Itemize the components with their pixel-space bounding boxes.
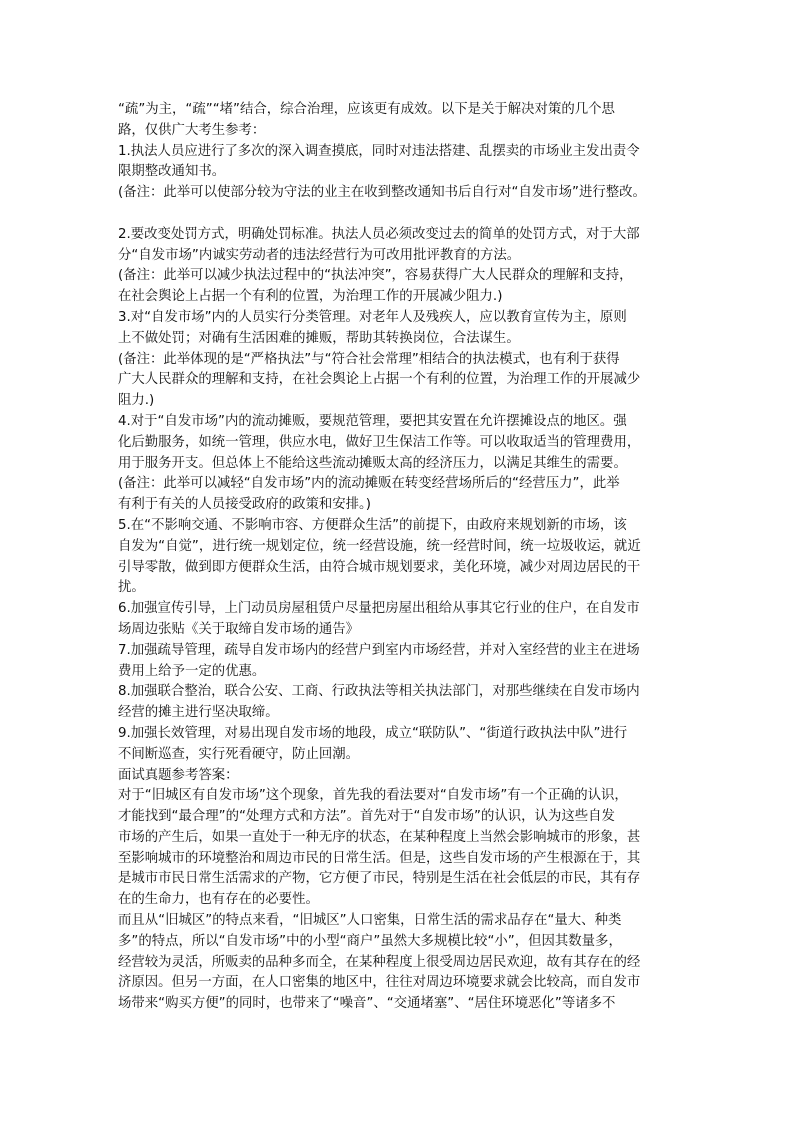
blank-line [118, 204, 688, 225]
text-line: 自发为“自觉”，进行统一规划定位，统一经营设施，统一经营时间，统一垃圾收运，就近 [118, 538, 641, 554]
text-line: 市场的产生后，如果一直处于一种无序的状态，在某种程度上当然会影响城市的形象，甚 [118, 829, 641, 845]
text-line: 2.要改变处罚方式，明确处罚标准。执法人员必须改变过去的简单的处罚方式，对于大部 [118, 226, 640, 242]
section-heading: 面试真题参考答案： [118, 767, 239, 783]
text-line: 路，仅供广大考生参考： [118, 122, 266, 138]
text-line: 有利于有关的人员接受政府的政策和安排。) [118, 497, 371, 513]
text-line: 扰。 [118, 580, 145, 596]
text-line: 广大人民群众的理解和支持，在社会舆论上占据一个有利的位置，为治理工作的开展减少 [118, 372, 641, 388]
text-line: 引导零散，做到即方便群众生活，由符合城市规划要求，美化环境，减少对周边居民的干 [118, 559, 641, 575]
text-line: 阻力.) [118, 393, 155, 409]
text-line: “疏”为主，“疏”“堵”结合，综合治理，应该更有成效。以下是关于解决对策的几个思 [118, 102, 615, 117]
text-line: 至影响城市的环境整治和周边市民的日常生活。但是，这些自发市场的产生根源在于，其 [118, 850, 641, 866]
text-line: 多”的特点，所以“自发市场”中的小型“商户”虽然大多规模比较“小”，但因其数量多， [118, 933, 622, 949]
text-line: 1.执法人员应进行了多次的深入调查摸底，同时对违法搭建、乱摆卖的市场业主发出责令 [118, 143, 640, 159]
text-line: 在的生命力，也有存在的必要性。 [118, 892, 319, 908]
text-line: 上不做处罚；对确有生活困难的摊贩，帮助其转换岗位，合法谋生。 [118, 330, 520, 346]
text-line: 而且从“旧城区”的特点来看，“旧城区”人口密集，日常生活的需求品存在“量大、种类 [118, 913, 622, 929]
text-line: 5.在“不影响交通、不影响市容、方便群众生活”的前提下，由政府来规划新的市场，该 [118, 517, 627, 533]
text-line: 3.对“自发市场”内的人员实行分类管理。对老年人及残疾人，应以教育宣传为主，原则 [118, 309, 627, 325]
text-line: 经营的摊主进行坚决取缔。 [118, 705, 279, 721]
text-line: 4.对于“自发市场”内的流动摊贩，要规范管理，要把其安置在允许摆摊设点的地区。强 [118, 413, 627, 429]
text-line: 经营较为灵活，所贩卖的品种多而全，在某种程度上很受周边居民欢迎，故有其存在的经 [118, 954, 641, 970]
text-line: 不间断巡查，实行死看硬守，防止回潮。 [118, 746, 360, 762]
text-line: 场带来“购买方便”的同时，也带来了“噪音”、“交通堵塞”、“居住环境恶化”等诸多不 [118, 996, 616, 1012]
text-line: 6.加强宣传引导，上门动员房屋租赁户尽量把房屋出租给从事其它行业的住户，在自发市 [118, 601, 640, 617]
text-line: 在社会舆论上占据一个有利的位置，为治理工作的开展减少阻力.) [118, 289, 503, 305]
text-line: 8.加强联合整治，联合公安、工商、行政执法等相关执法部门，对那些继续在自发市场内 [118, 684, 640, 700]
text-line: 场周边张贴《关于取缔自发市场的通告》 [118, 621, 360, 637]
text-line: 是城市市民日常生活需求的产物，它方便了市民，特别是生活在社会低层的市民，其有存 [118, 871, 641, 887]
text-line: 用于服务开支。但总体上不能给这些流动摊贩太高的经济压力，以满足其维生的需要。 [118, 455, 627, 471]
document-body [118, 100, 688, 1015]
text-line: (备注：此举可以减轻“自发市场”内的流动摊贩在转变经营场所后的“经营压力”，此举 [118, 476, 620, 492]
text-line: 限期整改通知书。 [118, 164, 226, 180]
text-line: (备注：此举可以减少执法过程中的“执法冲突”，容易获得广大人民群众的理解和支持， [118, 268, 633, 284]
text-line: 7.加强疏导管理，疏导自发市场内的经营户到室内市场经营，并对入室经营的业主在进场 [118, 642, 640, 658]
text-line: (备注：此举体现的是“严格执法”与“符合社会常理”相结合的执法模式，也有利于获得 [118, 351, 620, 367]
text-line: 9.加强长效管理，对易出现自发市场的地段，成立“联防队”、“街道行政执法中队”进行 [118, 725, 628, 741]
text-line: 化后勤服务，如统一管理，供应水电，做好卫生保洁工作等。可以收取适当的管理费用， [118, 434, 641, 450]
text-line: 才能找到“最合理”的“处理方式和方法”。首先对于“自发市场”的认识，认为这些自发 [118, 809, 615, 825]
text-line: 分“自发市场”内诚实劳动者的违法经营行为可改用批评教育的方法。 [118, 247, 521, 263]
text-line: 费用上给予一定的优惠。 [118, 663, 266, 679]
text-line: (备注：此举可以使部分较为守法的业主在收到整改通知书后自行对“自发市场”进行整改。 [118, 185, 646, 201]
text-line: 对于“旧城区有自发市场”这个现象，首先我的看法要对“自发市场”有一个正确的认识， [118, 788, 628, 804]
text-line: 济原因。但另一方面，在人口密集的地区中，往往对周边环境要求就会比较高，而自发市 [118, 975, 641, 991]
